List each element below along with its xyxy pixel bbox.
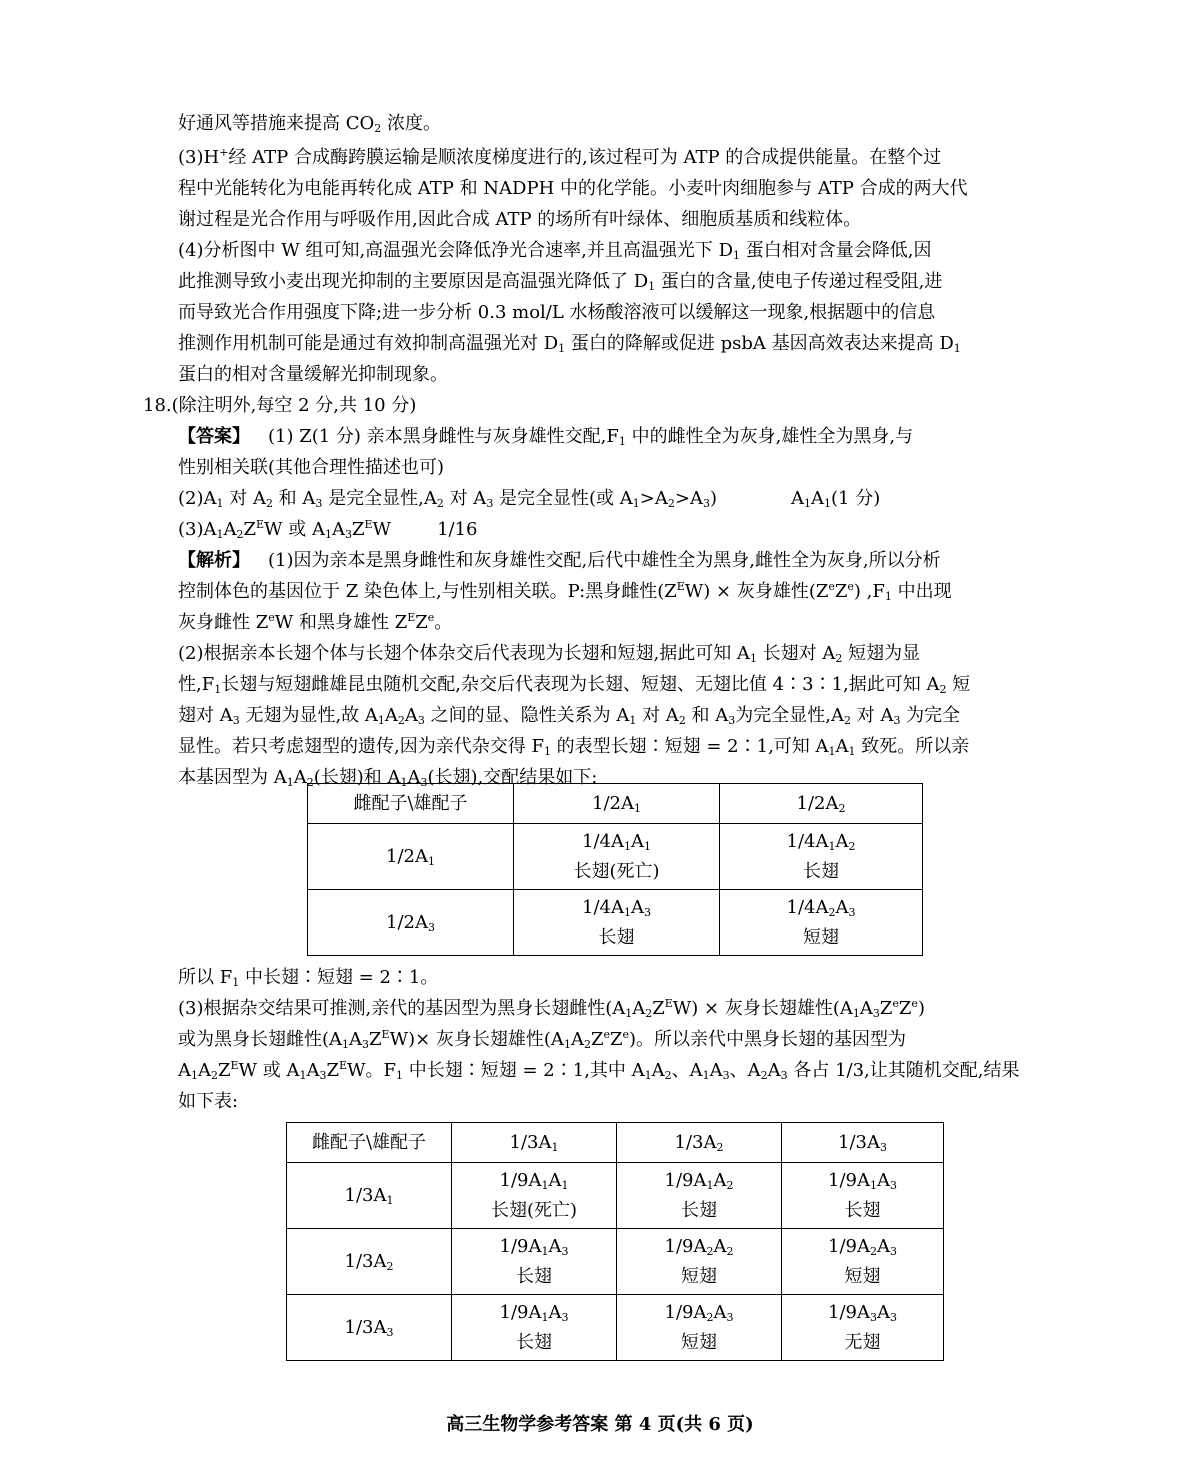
analysis-line: 显性。若只考虑翅型的遗传,因为亲代杂交得 $F_1$ 的表型长翅∶短翅 = 2∶1,可知 $A_1A_1$ 致死。所以亲 [178, 736, 970, 758]
table-header-cell: 雌配子\雄配子 [287, 1123, 452, 1163]
text-line: 谢过程是光合作用与呼吸作用,因此合成 ATP 的场所有叶绿体、细胞质基质和线粒体。 [178, 209, 862, 230]
table-cell: $1/9A_2A_3$ 短翅 [617, 1295, 782, 1361]
text-line: 蛋白的相对含量缓解光抑制现象。 [178, 364, 448, 385]
analysis-line: 【解析】 (1)因为亲本是黑身雌性和灰身雄性交配,后代中雄性全为黑身,雌性全为灰身,所以分析 [178, 550, 941, 571]
table-cell: $1/9A_1A_3$ 长翅 [452, 1229, 617, 1295]
analysis-line: 灰身雌性 $Z^eW$ 和黑身雄性 $Z^EZ^e$。 [178, 611, 453, 633]
table-header-cell: $1/2A_1$ [514, 784, 720, 824]
analysis-line: 翅对 $A_3$ 无翅为显性,故 $A_1A_2A_3$ 之间的显、隐性关系为 $A_1$ 对 $A_2$ 和 $A_3$为完全显性$,A_2$ 对 $A_3$ 为完全 [178, 705, 961, 727]
table-row-label: $1/2A_3$ [308, 890, 514, 956]
text-line: 推测作用机制可能是通过有效抑制高温强光对 $D_1$ 蛋白的降解或促进 psbA 基因高效表达来提高 $D_1$ [178, 333, 961, 355]
page-footer: 高三生物学参考答案 第 4 页(共 6 页) [446, 1414, 754, 1435]
gamete-table-2 [286, 1122, 944, 1361]
analysis-line: 性$,F_1$长翅与短翅雌雄昆虫随机交配,杂交后代表现为长翅、短翅、无翅比值 4∶3∶1,据此可知 $A_2$ 短 [178, 674, 971, 696]
analysis-line: 控制体色的基因位于 Z 染色体上,与性别相关联。P:黑身雌性$(Z^EW)$ × 灰身雄性$(Z^eZ^e)$ $,F_1$ 中出现 [178, 580, 952, 603]
table-row-label: $1/3A_2$ [287, 1229, 452, 1295]
table-header-cell: 雌配子\雄配子 [308, 784, 514, 824]
analysis-line: 本基因型为 $A_1A_2$(长翅)和 $A_1A_3$(长翅),交配结果如下: [178, 767, 598, 789]
table-header-cell: $1/3A_1$ [452, 1123, 617, 1163]
analysis-line: 如下表: [178, 1091, 239, 1112]
text-line: 而导致光合作用强度下降;进一步分析 0.3 mol/L 水杨酸溶液可以缓解这一现象,根据题中的信息 [178, 302, 936, 323]
table-cell: $1/9A_2A_2$ 短翅 [617, 1229, 782, 1295]
table-header-cell: $1/2A_2$ [720, 784, 923, 824]
table-cell: $1/9A_1A_3$ 长翅 [782, 1163, 944, 1229]
table-cell: $1/9A_2A_3$ 短翅 [782, 1229, 944, 1295]
text-line: 好通风等措施来提高 $CO_2$ 浓度。 [178, 113, 441, 135]
table-cell: $1/9A_1A_3$ 长翅 [452, 1295, 617, 1361]
answer-line: 【答案】 (1) Z(1 分) 亲本黑身雌性与灰身雄性交配$,F_1$ 中的雌性全为灰身,雄性全为黑身,与 [178, 426, 914, 448]
text-line: (3)H+经 ATP 合成酶跨膜运输是顺浓度梯度进行的,该过程可为 ATP 的合成提供能量。在整个过 [178, 146, 942, 168]
question-header: 18.(除注明外,每空 2 分,共 10 分) [143, 395, 417, 416]
table-row-label: $1/3A_1$ [287, 1163, 452, 1229]
text-line: 此推测导致小麦出现光抑制的主要原因是高温强光降低了 $D_1$ 蛋白的含量,使电子传递过程受阻,进 [178, 271, 943, 293]
table-cell: $1/4A_1A_1$ 长翅(死亡) [514, 824, 720, 890]
analysis-line: (3)根据杂交结果可推测,亲代的基因型为黑身长翅雌性$(A_1A_2Z^EW)$ × 灰身长翅雄性$(A_1A_3Z^eZ^e)$ [178, 997, 925, 1020]
analysis-line: (2)根据亲本长翅个体与长翅个体杂交后代表现为长翅和短翅,据此可知 $A_1$ 长翅对 $A_2$ 短翅为显 [178, 643, 921, 665]
table-header-cell: $1/3A_2$ [617, 1123, 782, 1163]
table-cell: $1/4A_1A_3$ 长翅 [514, 890, 720, 956]
answer-line: $(2)A_1$ 对 $A_2$ 和 $A_3$ 是完全显性$,A_2$ 对 $A_3$ 是完全显性(或 $A_1>A_2>A_3$) $A_1A_1(1$ 分) [178, 488, 881, 510]
text-line: (4)分析图中 W 组可知,高温强光会降低净光合速率,并且高温强光下 $D_1$ 蛋白相对含量会降低,因 [178, 240, 932, 262]
table-cell: $1/9A_1A_2$ 长翅 [617, 1163, 782, 1229]
gamete-table-1 [307, 783, 923, 956]
text-line: 程中光能转化为电能再转化成 ATP 和 NADPH 中的化学能。小麦叶肉细胞参与 ATP 合成的两大代 [178, 178, 968, 199]
table-cell: $1/4A_2A_3$ 短翅 [720, 890, 923, 956]
table-cell: $1/9A_1A_1$ 长翅(死亡) [452, 1163, 617, 1229]
answer-line: $(3)A_1A_2Z^EW$ 或 $A_1A_3Z^EW$ 1/16 [178, 518, 478, 541]
answer-line: 性别相关联(其他合理性描述也可) [178, 457, 445, 478]
table-header-cell: $1/3A_3$ [782, 1123, 944, 1163]
analysis-line: $A_1A_2Z^EW$ 或 $A_1A_3Z^EW$。$F_1$ 中长翅∶短翅 = 2∶1,其中 $A_1A_2$、$A_1A_3$、$A_2A_3$ 各占 1/3,让其随机交配,结果 [178, 1059, 1020, 1082]
analysis-line: 或为黑身长翅雌性$(A_1A_3Z^EW)\times$ 灰身长翅雄性$(A_1A_2Z^eZ^e)$。所以亲代中黑身长翅的基因型为 [178, 1028, 907, 1051]
table-cell: $1/9A_3A_3$ 无翅 [782, 1295, 944, 1361]
table-cell: $1/4A_1A_2$ 长翅 [720, 824, 923, 890]
table-row-label: $1/2A_1$ [308, 824, 514, 890]
analysis-line: 所以 $F_1$ 中长翅∶短翅 = 2∶1。 [178, 967, 439, 989]
table-row-label: $1/3A_3$ [287, 1295, 452, 1361]
